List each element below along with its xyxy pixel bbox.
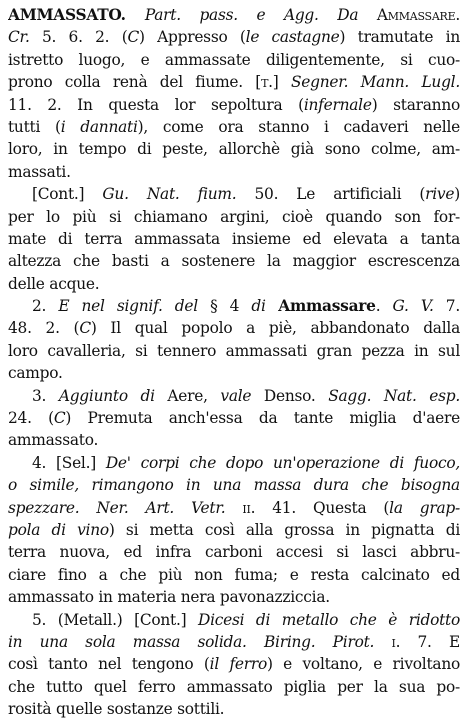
text-run: pola di vino <box>8 520 109 539</box>
text-run: la grap- <box>389 498 460 517</box>
text-run: Segner. Mann. Lugl. <box>290 73 460 92</box>
text-run: ) Premuta anch'essa da tante miglia d'aere <box>65 409 460 428</box>
entry-line <box>8 676 460 698</box>
entry-line <box>8 362 460 384</box>
text-run: ) e voltano, e rivoltano <box>266 655 460 674</box>
text-run: [Cont.] <box>32 185 103 204</box>
text-run: loro cavalleria, si tennero ammassati gran pezza in sul <box>8 341 460 360</box>
text-run: Ammassare <box>265 297 376 316</box>
text-run: ) staranno <box>371 95 460 114</box>
text-run: ) si metta così alla grossa in pignatta di <box>108 520 460 539</box>
entry-line <box>8 564 460 586</box>
text-run: vale <box>220 386 252 405</box>
text-run <box>374 633 391 651</box>
text-run: ammassato. <box>8 431 99 450</box>
text-run: o simile, rimangono in una massa dura che bisogna <box>8 476 460 495</box>
text-run: il ferro <box>209 655 267 674</box>
entry-line <box>8 317 460 339</box>
entry-line <box>8 474 460 496</box>
text-run: 48. 2. ( <box>8 319 80 338</box>
text-run: 4. [Sel.] <box>32 453 106 472</box>
entry-line <box>8 228 460 250</box>
text-run: Dicesi di metallo che è ridotto <box>197 610 460 629</box>
entry-line <box>8 49 460 71</box>
entry-line <box>8 698 460 720</box>
entry-line <box>8 183 460 205</box>
entry-line <box>8 116 460 138</box>
entry-line <box>8 429 460 451</box>
text-run: . <box>455 6 460 24</box>
text-run: ciare fino a che più non fuma; e resta calcinato ed <box>8 565 460 584</box>
entry-line <box>8 407 460 429</box>
text-run: terra nuova, ed infra carboni accesi si lasci abbru- <box>8 543 460 562</box>
entry-line <box>8 653 460 675</box>
text-run: ), come ora stanno i cadaveri nelle <box>137 117 460 136</box>
text-run: le castagne <box>245 28 340 47</box>
text-run: campo. <box>8 364 63 383</box>
text-run: 11. 2. In questa lor sepoltura ( <box>8 95 304 114</box>
text-run: ii <box>242 498 251 517</box>
text-run: C <box>127 28 139 47</box>
text-run: Denso. <box>251 386 329 405</box>
text-run: spezzare. Ner. Art. Vetr. <box>8 498 226 517</box>
entry-line <box>8 586 460 608</box>
text-run: De' corpi che dopo un'operazione di fuoco, <box>105 453 460 472</box>
text-run: così tanto nel tengono ( <box>8 655 210 674</box>
headword: AMMASSATO <box>8 6 121 24</box>
entry-line <box>8 631 460 653</box>
text-run: infernale <box>303 95 372 114</box>
text-run: prono colla renà del fiume. [ <box>8 73 262 92</box>
entry-line <box>8 138 460 160</box>
entry-line <box>8 26 460 48</box>
text-run: per lo più si chiamano argini, cioè quando son for- <box>8 207 460 226</box>
entry-line <box>8 250 460 272</box>
text-run: mate di terra ammassata insieme ed elevata a tanta <box>8 229 460 248</box>
text-run: 3. <box>32 386 59 405</box>
entry-line <box>8 4 460 26</box>
text-run: rosità quelle sostanze sottili. <box>8 700 225 719</box>
text-run: Part. pass. e Agg. Da <box>144 6 377 24</box>
entry-line <box>8 609 460 631</box>
text-run: loro, in tempo di peste, allorchè già sono colme, am- <box>8 140 460 159</box>
text-run: ) Appresso ( <box>139 28 246 47</box>
entry-line <box>8 161 460 183</box>
text-run: istretto luogo, e ammassate diligentemente, si cuo- <box>8 50 460 69</box>
entry-line <box>8 71 460 93</box>
text-run: 24. ( <box>8 409 54 428</box>
text-run: di <box>251 297 266 316</box>
text-run: 7. <box>433 297 460 316</box>
entry-line <box>8 497 460 519</box>
text-run: rive <box>425 185 455 204</box>
text-run <box>225 499 242 517</box>
text-run: C <box>53 409 66 428</box>
text-run: ) tramutate in <box>339 28 460 47</box>
text-run: ] <box>272 73 291 92</box>
text-run: G. V. <box>392 297 434 316</box>
text-run: § 4 <box>197 297 252 316</box>
text-run: Aere, <box>154 386 221 405</box>
entry-line <box>8 94 460 116</box>
entry-line <box>8 206 460 228</box>
text-run: 5. (Metall.) [Cont.] <box>32 610 198 629</box>
text-run: ammassato in materia nera pavonazziccia. <box>8 588 330 607</box>
entry-line <box>8 519 460 541</box>
text-run: Cr. <box>8 28 30 47</box>
text-run: . <box>375 297 393 316</box>
text-run: 50. Le artificiali ( <box>236 185 426 204</box>
text-run: massati. <box>8 162 71 181</box>
text-run: C <box>79 319 91 338</box>
text-run: altezza che basti a sostenere la maggior escrescenza <box>8 252 460 271</box>
text-run: . 7. E <box>395 632 460 651</box>
entry-line <box>8 295 460 317</box>
text-run: delle acque. <box>8 274 100 293</box>
text-run: Aggiunto di <box>58 386 155 405</box>
text-run: . 41. Questa ( <box>250 498 390 517</box>
text-run: che tutto quel ferro ammassato piglia per la sua po- <box>8 677 460 696</box>
text-run: Gu. Nat. fium. <box>102 185 237 204</box>
text-run: E nel signif. del <box>58 297 198 316</box>
entry-line <box>8 385 460 407</box>
entry-line <box>8 541 460 563</box>
text-run: Ammassare <box>376 6 456 24</box>
text-run: t. <box>261 73 273 92</box>
text-run: i dannati <box>60 117 138 136</box>
text-run: 5. 6. 2. ( <box>29 28 128 47</box>
text-run: ) <box>454 185 460 204</box>
text-run: tutti ( <box>8 117 61 136</box>
entry-line <box>8 452 460 474</box>
text-run: i <box>391 632 396 651</box>
text-run: Sagg. Nat. esp. <box>328 386 460 405</box>
text-run: . <box>120 6 145 24</box>
text-run: in una sola massa solida. Biring. Pirot. <box>8 632 375 651</box>
text-run: ) Il qual popolo a piè, abbandonato dalla <box>90 319 460 338</box>
text-run: 2. <box>32 297 59 316</box>
entry-line <box>8 273 460 295</box>
entry-line <box>8 340 460 362</box>
